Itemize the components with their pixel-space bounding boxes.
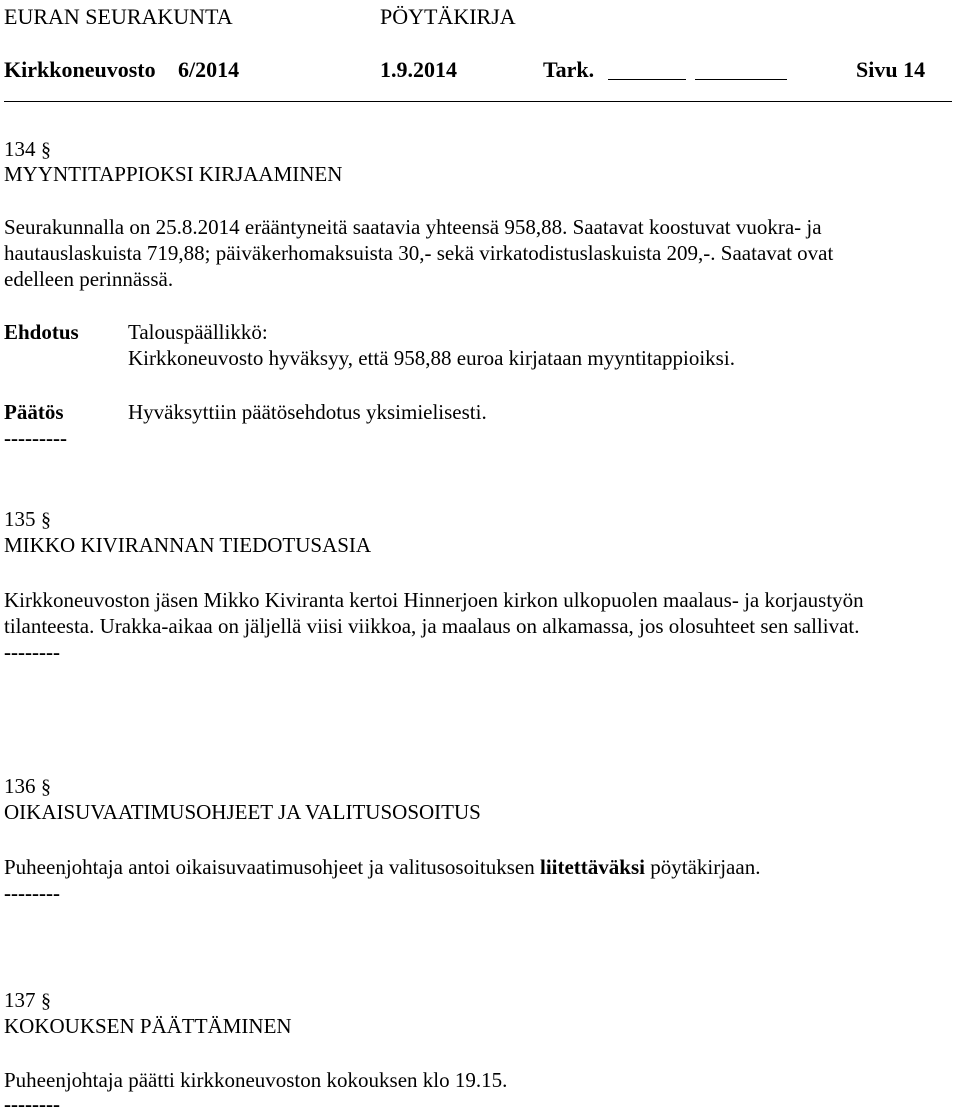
- section-134-body-line-3: edelleen perinnässä.: [4, 267, 174, 291]
- checked-label: Tark.: [543, 57, 595, 82]
- svg-text:§: §: [40, 776, 51, 797]
- svg-text:§: §: [40, 990, 51, 1011]
- checker-signature-line-2: [695, 78, 787, 80]
- header-divider: [4, 101, 952, 102]
- section-sign-icon: [40, 989, 54, 1011]
- section-135-title: MIKKO KIVIRANNAN TIEDOTUSASIA: [4, 533, 372, 557]
- section-134-body-line-2: hautauslaskuista 719,88; päiväkerhomaksuista 30,- sekä virkatodistuslaskuista 209,-. Saatavat ovat: [4, 241, 834, 265]
- section-135-number: [4, 507, 54, 532]
- section-137-separator: --------: [4, 1092, 60, 1116]
- section-134-title: MYYNTITAPPIOKSI KIRJAAMINEN: [4, 162, 343, 186]
- page-number: Sivu 14: [856, 57, 926, 82]
- proposal-label: Ehdotus: [4, 320, 79, 344]
- section-number: 135: [4, 507, 36, 531]
- checker-signature-line-1: [608, 78, 686, 80]
- section-number: 136: [4, 774, 36, 798]
- section-number: 134: [4, 137, 36, 161]
- section-136-separator: --------: [4, 881, 60, 905]
- section-135-body-line-2: tilanteesta. Urakka-aikaa on jäljellä viisi viikkoa, ja maalaus on alkamassa, jos olosuhteet sen sallivat.: [4, 614, 860, 638]
- section-sign-icon: [40, 775, 54, 797]
- section-136-body-start: Puheenjohtaja antoi oikaisuvaatimusohjeet ja valitusosoituksen: [4, 855, 540, 879]
- meeting-number: 6/2014: [178, 57, 240, 82]
- section-137-body-line-1: Puheenjohtaja päätti kirkkoneuvoston kokouksen klo 19.15.: [4, 1068, 508, 1092]
- section-137-number: [4, 988, 54, 1013]
- proposal-text: Kirkkoneuvosto hyväksyy, että 958,88 euroa kirjataan myyntitappioiksi.: [128, 346, 735, 370]
- section-sign-icon: [40, 138, 54, 160]
- svg-text:§: §: [40, 509, 51, 530]
- section-134-number: [4, 137, 54, 162]
- section-number: 137: [4, 988, 36, 1012]
- decision-label: Päätös: [4, 400, 64, 424]
- svg-text:§: §: [40, 139, 51, 160]
- meeting-date: 1.9.2014: [380, 57, 457, 82]
- meeting-body: Kirkkoneuvosto: [4, 57, 156, 82]
- section-136-title: OIKAISUVAATIMUSOHJEET JA VALITUSOSOITUS: [4, 800, 481, 824]
- section-134-separator: ---------: [4, 426, 67, 450]
- section-136-body-end: pöytäkirjaan.: [644, 855, 761, 879]
- section-135-separator: --------: [4, 640, 60, 664]
- section-sign-icon: [40, 508, 54, 530]
- decision-text: Hyväksyttiin päätösehdotus yksimielisesti.: [128, 400, 487, 424]
- section-136-body: [4, 855, 760, 880]
- proposal-author: Talouspäällikkö:: [128, 320, 268, 344]
- document-type: PÖYTÄKIRJA: [380, 4, 516, 29]
- section-136-body-emphasis: liitettäväksi: [539, 855, 645, 879]
- organization-name: EURAN SEURAKUNTA: [4, 4, 233, 29]
- section-136-number: [4, 774, 54, 799]
- section-137-title: KOKOUKSEN PÄÄTTÄMINEN: [4, 1014, 292, 1038]
- section-135-body-line-1: Kirkkoneuvoston jäsen Mikko Kiviranta kertoi Hinnerjoen kirkon ulkopuolen maalaus- ja korjaustyön: [4, 588, 864, 612]
- section-134-body-line-1: Seurakunnalla on 25.8.2014 erääntyneitä saatavia yhteensä 958,88. Saatavat koostuvat vuokra- ja: [4, 215, 822, 239]
